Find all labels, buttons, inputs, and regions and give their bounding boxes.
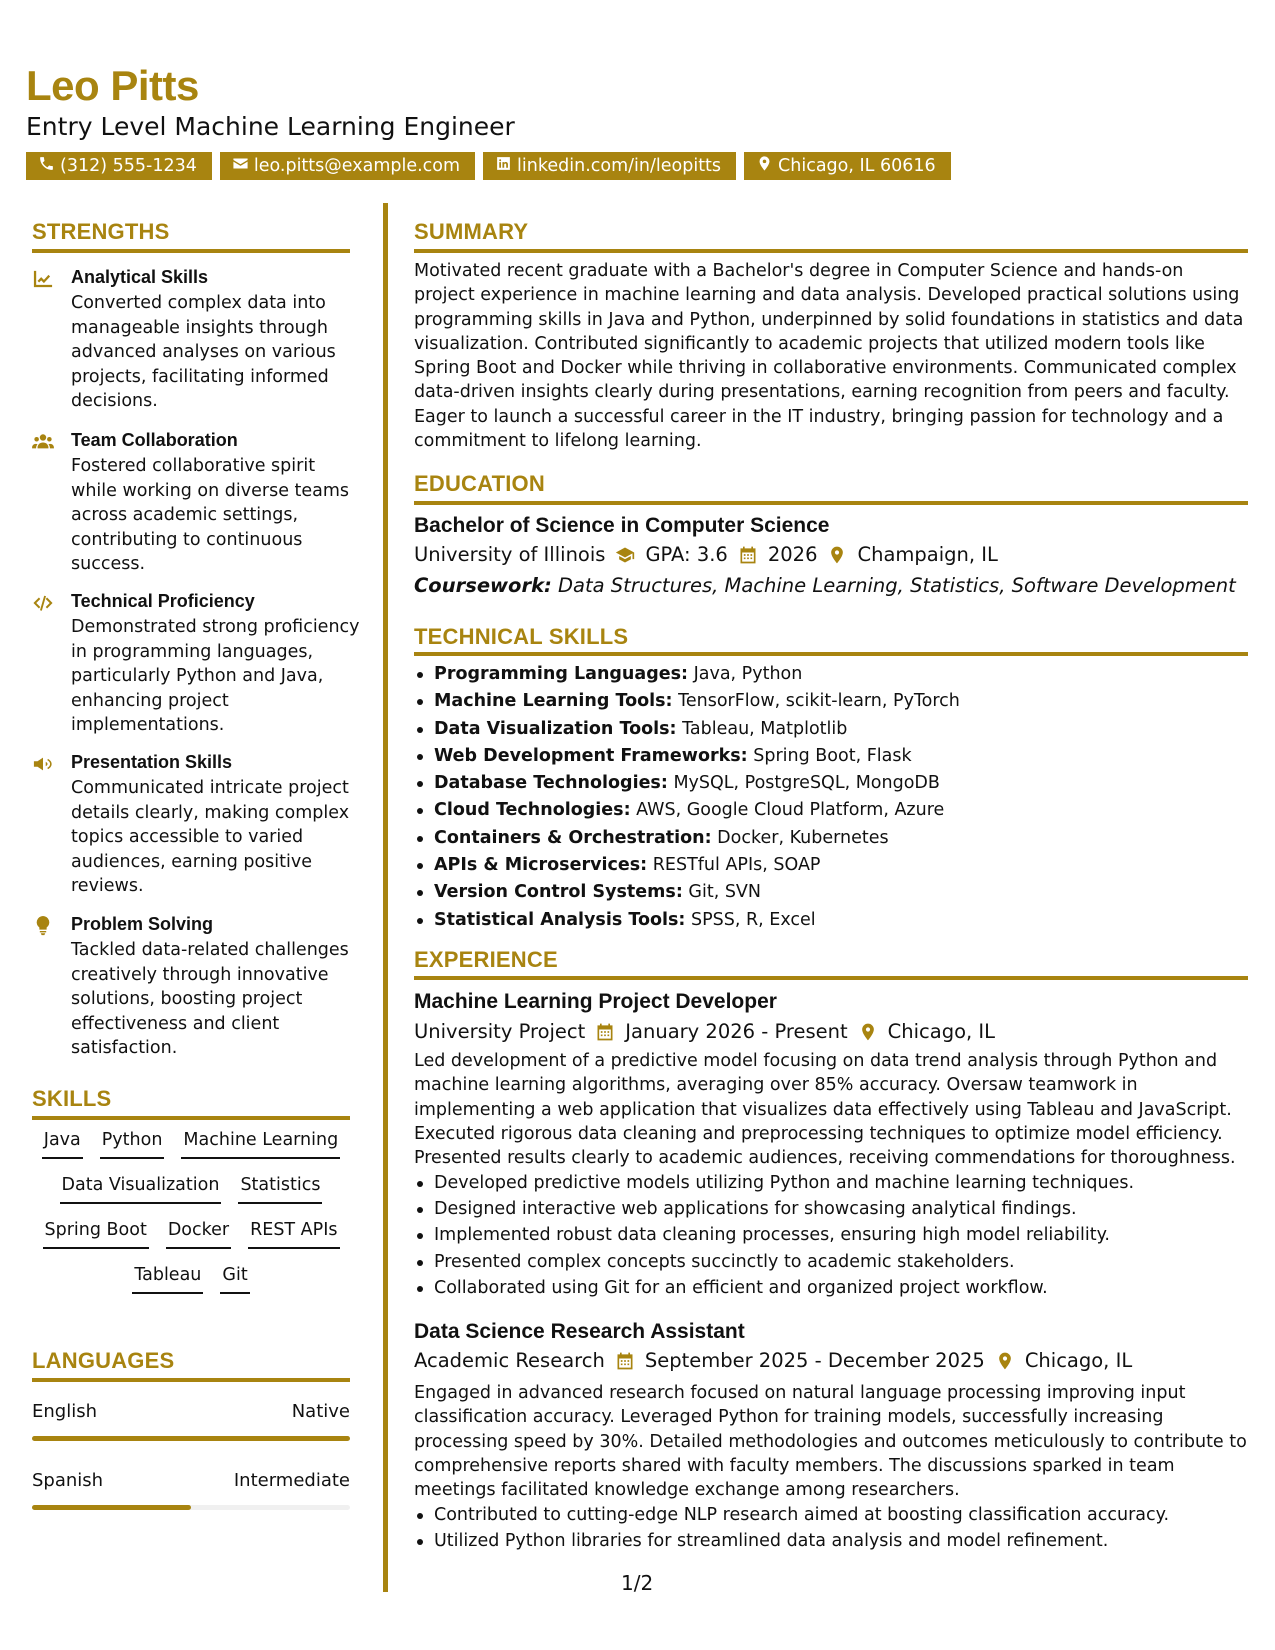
list-item: Cloud Technologies: AWS, Google Cloud Platform, Azure bbox=[414, 798, 1248, 825]
page-number: 1/2 bbox=[621, 1571, 654, 1595]
technical-skills-rule bbox=[414, 652, 1248, 656]
job-title: Data Science Research Assistant bbox=[414, 1320, 745, 1343]
coursework-list: Data Structures, Machine Learning, Statistics, Software Development bbox=[558, 574, 1236, 597]
list-item: Contributed to cutting-edge NLP research aimed at boosting classification accuracy. bbox=[414, 1503, 1248, 1529]
list-item: Designed interactive web applications for showcasing analytical findings. bbox=[414, 1197, 1248, 1223]
education-heading: EDUCATION bbox=[414, 471, 545, 496]
job-summary: Engaged in advanced research focused on natural language processing improving input classification accuracy. Leveraged Python for training models, successfully increasing processing speed by 30%. Detailed methodologies and outcomes meticulously to contribute to comprehensive reports shared with faculty members. The discussions sparked in team meetings facilitated knowledge exchange among researchers. bbox=[414, 1383, 1247, 1501]
job-title: Machine Learning Project Developer bbox=[414, 990, 777, 1013]
map-pin-icon bbox=[756, 155, 773, 177]
skills-cloud bbox=[32, 1130, 350, 1310]
column-divider bbox=[383, 203, 388, 1592]
list-item: Machine Learning Tools: TensorFlow, scikit-learn, PyTorch bbox=[414, 689, 1248, 716]
job-bullets bbox=[414, 1171, 1248, 1302]
experience-heading: EXPERIENCE bbox=[414, 947, 558, 972]
skills-row bbox=[32, 1220, 350, 1265]
list-item: Presented complex concepts succinctly to academic stakeholders. bbox=[414, 1250, 1248, 1276]
language-name: Spanish bbox=[32, 1470, 104, 1491]
job-bullets bbox=[414, 1503, 1248, 1555]
calendar-icon bbox=[595, 1022, 615, 1042]
strength-title: Team Collaboration bbox=[71, 430, 238, 450]
technical-skills-list bbox=[414, 662, 1248, 935]
language-bar-fill bbox=[32, 1505, 191, 1510]
summary-rule bbox=[414, 249, 1248, 253]
list-item: Web Development Frameworks: Spring Boot, Flask bbox=[414, 744, 1248, 771]
list-item: Version Control Systems: Git, SVN bbox=[414, 880, 1248, 907]
envelope-icon bbox=[232, 155, 249, 177]
job-dates: September 2025 - December 2025 bbox=[644, 1349, 985, 1372]
job-title-headline: Entry Level Machine Learning Engineer bbox=[26, 112, 515, 141]
language-level: Native bbox=[291, 1401, 350, 1422]
strength-desc: Demonstrated strong proficiency in programming languages, particularly Python and Java, enhancing project implementations. bbox=[71, 617, 360, 735]
megaphone-icon bbox=[32, 754, 54, 774]
contact-phone[interactable] bbox=[26, 152, 212, 180]
school-name: University of Illinois bbox=[414, 543, 606, 566]
strength-desc: Fostered collaborative spirit while working on diverse teams across academic settings, contributing to continuous success. bbox=[71, 456, 350, 574]
skills-row bbox=[32, 1265, 350, 1310]
lightbulb-icon bbox=[32, 916, 54, 936]
job-meta bbox=[414, 1020, 1248, 1043]
coursework bbox=[414, 574, 1248, 597]
map-pin-icon bbox=[827, 545, 847, 565]
skill-tag: Spring Boot bbox=[43, 1220, 149, 1249]
strength-desc: Communicated intricate project details clearly, making complex topics accessible to varied audiences, earning positive reviews. bbox=[71, 778, 350, 896]
technical-skills-heading: TECHNICAL SKILLS bbox=[414, 624, 629, 649]
list-item: Data Visualization Tools: Tableau, Matplotlib bbox=[414, 717, 1248, 744]
calendar-icon bbox=[738, 545, 758, 565]
map-pin-icon bbox=[995, 1351, 1015, 1371]
job-meta bbox=[414, 1349, 1248, 1372]
coursework-label: Coursework: bbox=[414, 574, 552, 597]
skill-tag: Java bbox=[42, 1130, 83, 1159]
skill-tag: Data Visualization bbox=[60, 1175, 222, 1204]
strength-desc: Tackled data-related challenges creatively through innovative solutions, boosting project effectiveness and client satisfaction. bbox=[71, 940, 349, 1058]
email-text: leo.pitts@example.com bbox=[253, 156, 461, 176]
skill-tag: REST APIs bbox=[248, 1220, 339, 1249]
chart-line-icon bbox=[32, 269, 54, 289]
job-org: Academic Research bbox=[414, 1349, 605, 1372]
experience-rule bbox=[414, 976, 1248, 980]
skill-tag: Statistics bbox=[238, 1175, 322, 1204]
gpa: GPA: 3.6 bbox=[645, 543, 728, 566]
list-item: Utilized Python libraries for streamlined data analysis and model refinement. bbox=[414, 1529, 1248, 1555]
graduation-year: 2026 bbox=[767, 543, 818, 566]
linkedin-icon bbox=[495, 155, 512, 177]
strength-title: Presentation Skills bbox=[71, 752, 233, 772]
degree-title: Bachelor of Science in Computer Science bbox=[414, 514, 830, 537]
contact-bar bbox=[26, 152, 951, 180]
job-org: University Project bbox=[414, 1020, 586, 1043]
list-item: Containers & Orchestration: Docker, Kubernetes bbox=[414, 826, 1248, 853]
contact-linkedin[interactable] bbox=[483, 152, 736, 180]
code-icon bbox=[32, 593, 54, 613]
skills-row bbox=[32, 1175, 350, 1220]
calendar-icon bbox=[615, 1351, 635, 1371]
skill-tag: Python bbox=[100, 1130, 165, 1159]
users-icon bbox=[32, 432, 54, 452]
strengths-heading: STRENGTHS bbox=[32, 219, 170, 244]
list-item: Developed predictive models utilizing Python and machine learning techniques. bbox=[414, 1171, 1248, 1197]
linkedin-text: linkedin.com/in/leopitts bbox=[517, 156, 722, 176]
list-item: Implemented robust data cleaning processes, ensuring high model reliability. bbox=[414, 1223, 1248, 1249]
location-text: Chicago, IL 60616 bbox=[778, 156, 936, 176]
skill-tag: Machine Learning bbox=[181, 1130, 340, 1159]
job-location: Chicago, IL bbox=[1024, 1349, 1133, 1372]
languages-heading: LANGUAGES bbox=[32, 1348, 175, 1373]
language-level: Intermediate bbox=[233, 1470, 350, 1491]
list-item: Collaborated using Git for an efficient and organized project workflow. bbox=[414, 1276, 1248, 1302]
strength-title: Technical Proficiency bbox=[71, 591, 255, 611]
contact-location bbox=[744, 152, 951, 180]
list-item: Statistical Analysis Tools: SPSS, R, Excel bbox=[414, 908, 1248, 935]
list-item: Database Technologies: MySQL, PostgreSQL, MongoDB bbox=[414, 771, 1248, 798]
summary-text: Motivated recent graduate with a Bachelor's degree in Computer Science and hands-on project experience in machine learning and data analysis. Developed practical solutions using programming skills in Java and Python, underpinned by solid foundations in statistics and data visualization. Contributed significantly to academic projects that utilized modern tools like Spring Boot and Docker while thriving in collaborative environments. Communicated complex data-driven insights clearly during presentations, earning recognition from peers and faculty. Eager to launch a successful career in the IT industry, bringing passion for technology and a commitment to lifelong learning. bbox=[414, 261, 1244, 452]
language-name: English bbox=[32, 1401, 97, 1422]
education-location: Champaign, IL bbox=[857, 543, 998, 566]
strength-title: Problem Solving bbox=[71, 914, 214, 934]
job-summary: Led development of a predictive model focusing on data trend analysis through Python and machine learning algorithms, averaging over 85% accuracy. Oversaw teamwork in implementing a web application that visualizes data effectively using Tableau and JavaScript. Executed rigorous data cleaning and preprocessing techniques to optimize model efficiency. Presented results clearly to academic audiences, receiving commendations for thoroughness. bbox=[414, 1051, 1236, 1169]
list-item: APIs & Microservices: RESTful APIs, SOAP bbox=[414, 853, 1248, 880]
skill-tag: Tableau bbox=[132, 1265, 203, 1294]
strength-title: Analytical Skills bbox=[71, 267, 209, 287]
skills-row bbox=[32, 1130, 350, 1175]
phone-icon bbox=[38, 155, 55, 177]
strengths-rule bbox=[32, 249, 350, 253]
skill-tag: Git bbox=[220, 1265, 249, 1294]
contact-email[interactable] bbox=[220, 152, 475, 180]
list-item: Programming Languages: Java, Python bbox=[414, 662, 1248, 689]
education-meta bbox=[414, 543, 1248, 566]
education-rule bbox=[414, 501, 1248, 505]
graduation-cap-icon bbox=[615, 545, 635, 565]
language-bar bbox=[32, 1505, 350, 1510]
language-bar-fill bbox=[32, 1436, 350, 1441]
language-bar bbox=[32, 1436, 350, 1441]
candidate-name: Leo Pitts bbox=[26, 62, 199, 109]
job-location: Chicago, IL bbox=[887, 1020, 996, 1043]
languages-rule bbox=[32, 1378, 350, 1382]
skills-heading: SKILLS bbox=[32, 1086, 112, 1111]
summary-heading: SUMMARY bbox=[414, 219, 529, 244]
phone-text: (312) 555-1234 bbox=[60, 156, 197, 176]
map-pin-icon bbox=[858, 1022, 878, 1042]
job-dates: January 2026 - Present bbox=[625, 1020, 848, 1043]
skills-rule bbox=[32, 1116, 350, 1120]
skill-tag: Docker bbox=[166, 1220, 231, 1249]
strength-desc: Converted complex data into manageable insights through advanced analyses on various projects, facilitating informed decisions. bbox=[71, 293, 336, 411]
